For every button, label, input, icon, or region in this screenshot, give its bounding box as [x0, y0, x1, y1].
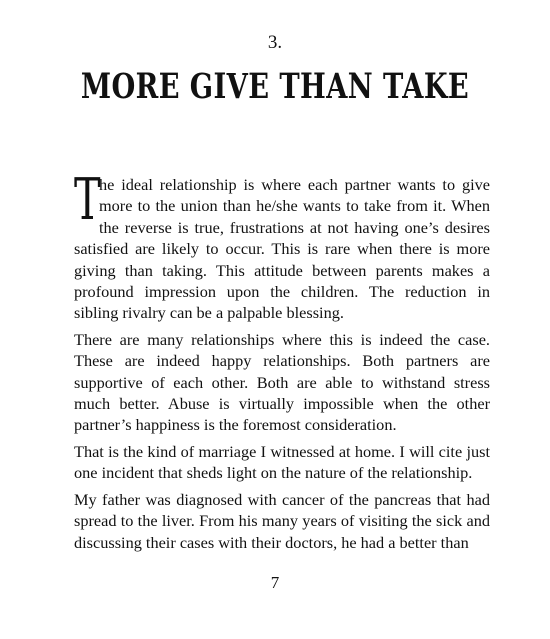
chapter-number: 3.	[267, 32, 283, 53]
page-number: 7	[270, 573, 280, 592]
paragraph-1	[74, 167, 490, 324]
body-text	[74, 167, 490, 553]
paragraph-3: That is the kind of marriage I witnessed at home. I will cite just one incident that sheds light on the nature of the relationship.	[74, 441, 490, 483]
paragraph-4: My father was diagnosed with cancer of the pancreas that had spread to the liver. From his many years of visiting the sick and discussing their cases with their doctors, he had a better than	[74, 489, 490, 552]
paragraph-2: There are many relationships where this is indeed the case. These are indeed happy relationships. Both partners are supportive of each other. Both are able to withstand stress much better. Abuse is virtually impossible when the other partner’s happiness is the foremost consideration.	[74, 329, 490, 435]
paragraph-1-text: he ideal relationship is where each partner wants to give more to the union than he/she wants to take from it. When the reverse is true, frustrations at not having one’s desires satisfied are likely to occur. This is rare when there is more giving than taking. This attitude between parents makes a profound impression upon the children. The reduction in sibling rivalry can be a palpable blessing.	[74, 175, 490, 323]
chapter-title: MORE GIVE THAN TAKE	[80, 66, 470, 107]
drop-cap: T	[74, 167, 101, 233]
